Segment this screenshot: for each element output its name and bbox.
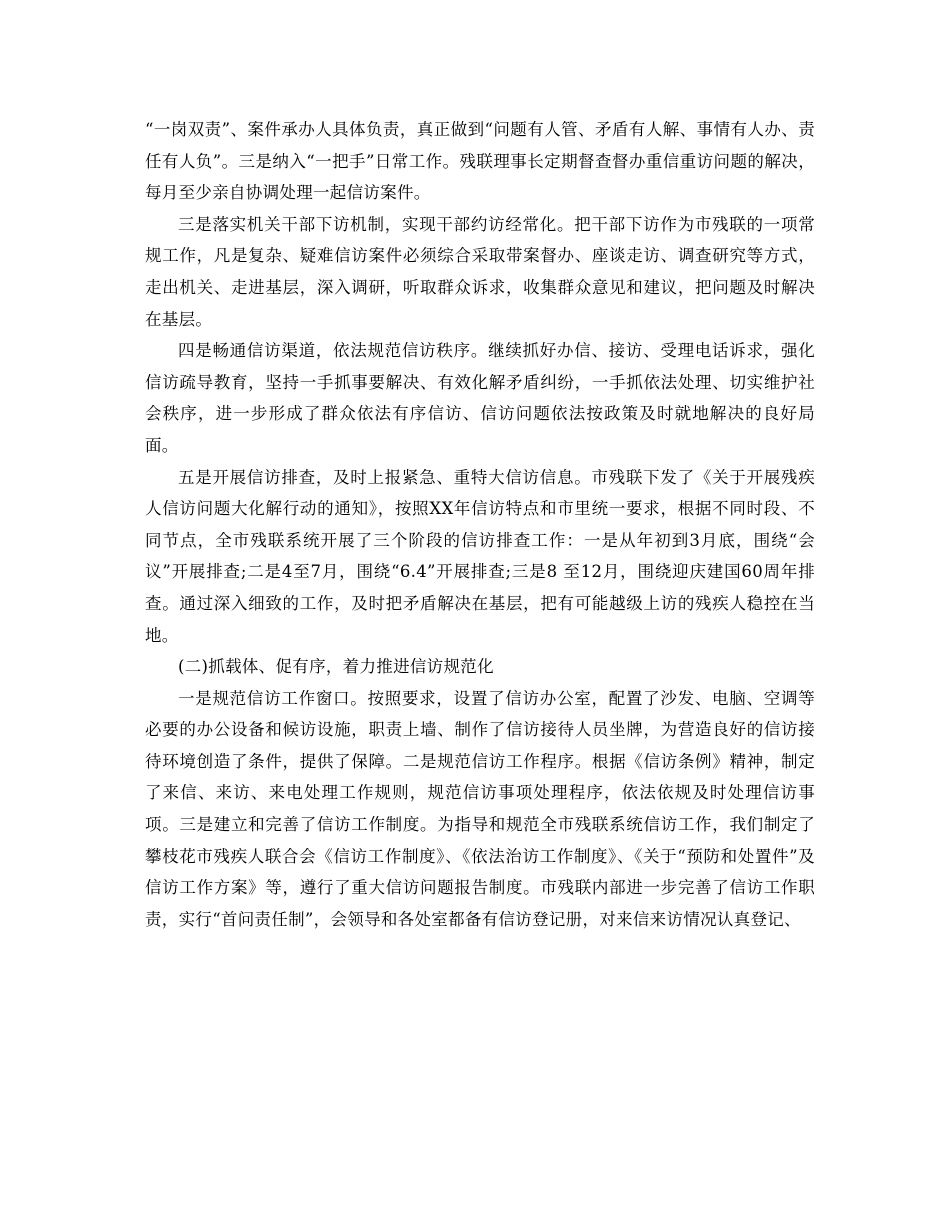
- document-body: [145, 114, 815, 935]
- paragraph-petition-channels: 四是畅通信访渠道，依法规范信访秩序。继续抓好办信、接访、受理电话诉求，强化信访疏导教育，坚持一手抓事要解决、有效化解矛盾纠纷，一手抓依法处理、切实维护社会秩序，进一步形成了群众依法有序信访、信访问题依法按政策及时就地解决的良好局面。: [145, 341, 815, 455]
- section-heading: (二)抓载体、促有序，着力推进信访规范化: [178, 657, 494, 677]
- paragraph-continuation: “一岗双责”、案件承办人具体负责，真正做到“问题有人管、矛盾有人解、事情有人办、责任有人负”。三是纳入“一把手”日常工作。残联理事长定期督查督办重信重访问题的解决，每月至少亲自协调处理一起信访案件。: [145, 120, 815, 203]
- paragraph-cadre-visits: 三是落实机关干部下访机制，实现干部约访经常化。把干部下访作为市残联的一项常规工作，凡是复杂、疑难信访案件必须综合采取带案督办、座谈走访、调查研究等方式，走出机关、走进基层，深入调研，听取群众诉求，收集群众意见和建议，把问题及时解决在基层。: [145, 214, 815, 329]
- paragraph-petition-screening: 五是开展信访排查，及时上报紧急、重特大信访信息。市残联下发了《关于开展残疾人信访问题大化解行动的通知》，按照XX年信访特点和市里统一要求，根据不同时段、不同节点，全市残联系统开展了三个阶段的信访排查工作：一是从年初到3月底，围绕“会议”开展排查;二是4至7月，围绕“6.4”开展排查;三是8 至12月，围绕迎庆建国60周年排查。通过深入细致的工作，及时把矛盾解决在基层，把有可能越级上访的残疾人稳控在当地。: [145, 467, 815, 645]
- paragraph-standardization: 一是规范信访工作窗口。按照要求，设置了信访办公室，配置了沙发、电脑、空调等必要的办公设备和候访设施，职责上墙、制作了信访接待人员坐牌，为营造良好的信访接待环境创造了条件，提供了保障。二是规范信访工作程序。根据《信访条例》精神，制定了来信、来访、来电处理工作规则，规范信访事项处理程序，依法依规及时处理信访事项。三是建立和完善了信访工作制度。为指导和规范全市残联系统信访工作，我们制定了攀枝花市残疾人联合会《信访工作制度》、《依法治访工作制度》、《关于“预防和处置件”及信访工作方案》等，遵行了重大信访问题报告制度。市残联内部进一步完善了信访工作职责，实行“首问责任制”，会领导和各处室都备有信访登记册，对来信来访情况认真登记、: [145, 688, 815, 929]
